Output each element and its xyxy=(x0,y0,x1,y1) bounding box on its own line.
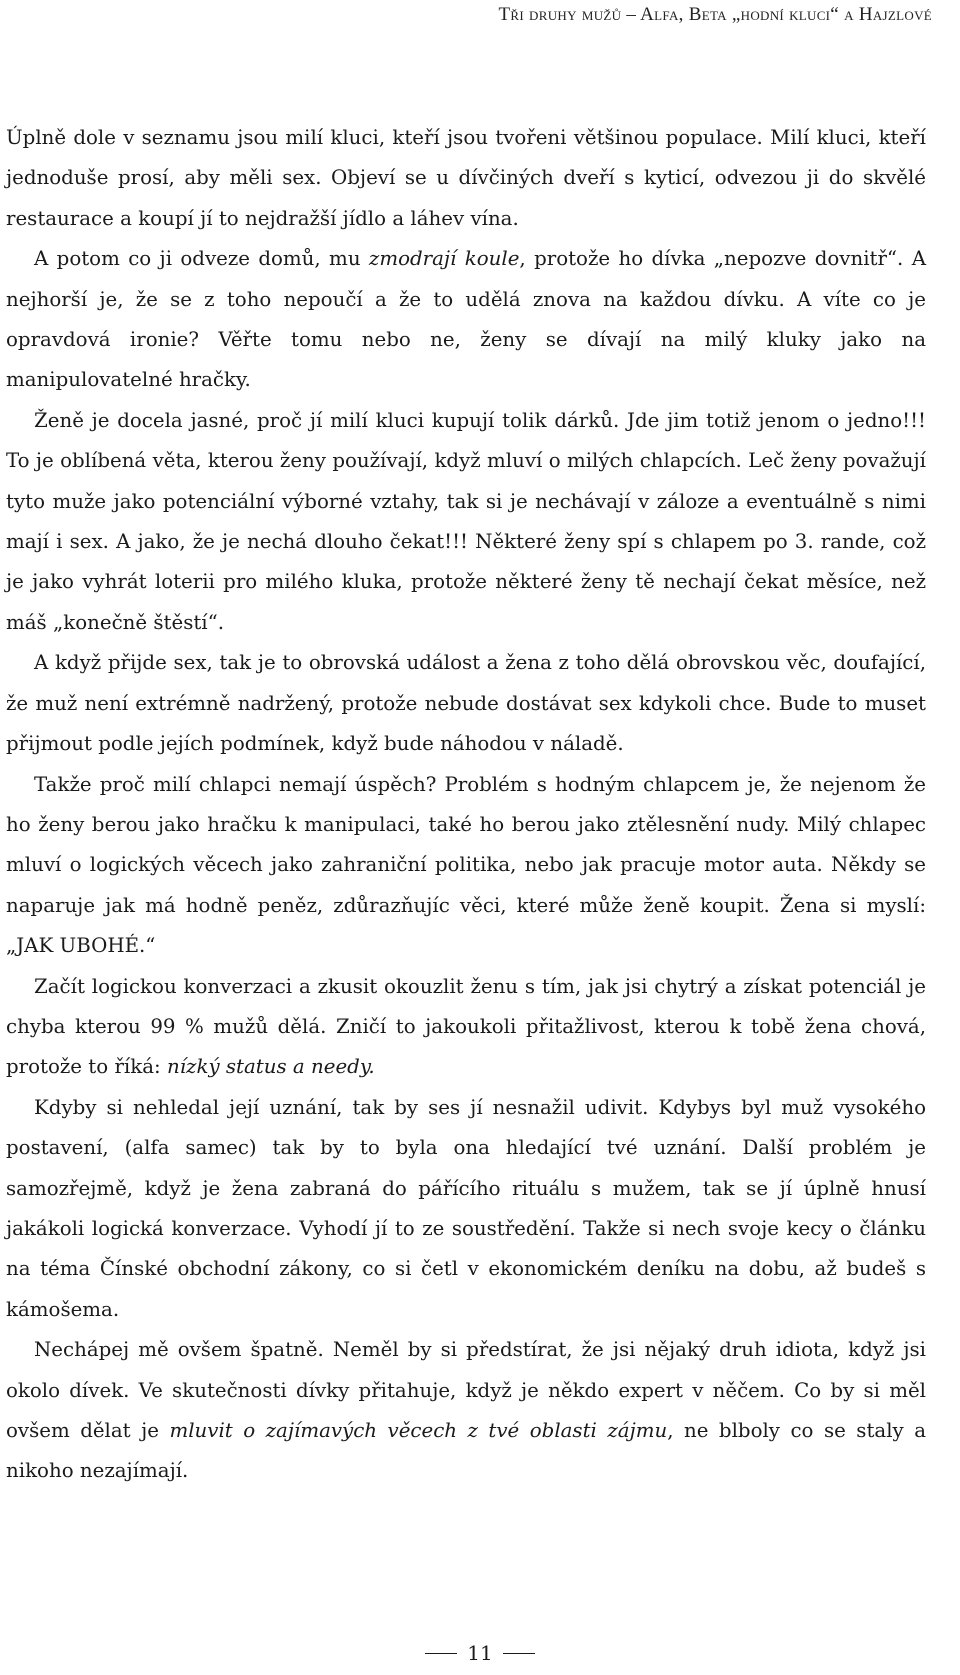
paragraph-1: Úplně dole v seznamu jsou milí kluci, kteří jsou tvořeni většinou populace. Milí kluci, kteří jednoduše prosí, aby měli sex. Objeví se u dívčiných dveří s kyticí, odvezou ji do skvělé restaurace a koupí jí to nejdražší jídlo a láhev vína. xyxy=(6,126,926,230)
paragraph-6 xyxy=(6,967,926,1088)
paragraph-8-emphasis: mluvit o zajímavých věcech z tvé oblasti zájmu xyxy=(169,1419,668,1442)
page-footer xyxy=(0,1641,960,1665)
paragraph-4: A když přijde sex, tak je to obrovská událost a žena z toho dělá obrovskou věc, doufající, že muž není extrémně nadržený, protože nebude dostávat sex kdykoli chce. Bude to muset přijmout podle jejích podmínek, když bude náhodou v náladě. xyxy=(6,651,926,756)
paragraph-2-text-a: A potom co ji odveze domů, mu xyxy=(34,247,369,271)
paragraph-8-text-a: Nechápej mě ovšem špatně. Neměl by si předstírat, že jsi nějaký druh idiota, když jsi okolo dívek. Ve skutečnosti dívky přitahuje, když je někdo expert v něčem. Co by si měl ovšem dělat je xyxy=(6,1338,926,1442)
running-head: Tři druhy mužů – Alfa, Beta „hodní kluci“ a Hajzlové xyxy=(498,4,932,25)
paragraph-2-emphasis: zmodrají koule xyxy=(368,247,520,271)
paragraph-8 xyxy=(6,1330,926,1492)
footer-left-rule xyxy=(425,1653,457,1654)
footer-right-rule xyxy=(503,1653,535,1654)
paragraph-3: Ženě je docela jasné, proč jí milí kluci kupují tolik dárků. Jde jim totiž jenom o jedno!!! To je oblíbená věta, kterou ženy používají, když mluví o milých chlapcích. Leč ženy považují tyto muže jako potenciální výborné vztahy, tak si je nechávají v záloze a eventuálně s nimi mají i sex. A jako, že je nechá dlouho čekat!!! Některé ženy spí s chlapem po 3. rande, což je jako vyhrát loterii pro milého kluka, protože některé ženy tě nechají čekat měsíce, než máš „konečně štěstí“. xyxy=(6,408,926,634)
paragraph-6-emphasis: nízký status a needy. xyxy=(166,1055,375,1079)
page-number: 11 xyxy=(467,1641,493,1665)
paragraph-8-text-b: , ne blboly co se staly a nikoho nezajímají. xyxy=(6,1419,926,1483)
paragraph-2 xyxy=(6,239,926,401)
paragraph-5: Takže proč milí chlapci nemají úspěch? Problém s hodným chlapcem je, že nejenom že ho ženy berou jako hračku k manipulaci, také ho berou jako ztělesnění nudy. Milý chlapec mluví o logických věcech jako zahraniční politika, nebo jak pracuje motor auta. Někdy se naparuje jak má hodně peněz, zdůrazňujíc věci, které může ženě koupit. Žena si myslí: „JAK UBOHÉ.“ xyxy=(6,772,926,958)
paragraph-7: Kdyby si nehledal její uznání, tak by ses jí nesnažil udivit. Kdybys byl muž vysokého postavení, (alfa samec) tak by to byla ona hledající tvé uznání. Další problém je samozřejmě, když je žena zabraná do pářícího rituálu s mužem, tak se jí úplně hnusí jakákoli logická konverzace. Vyhodí jí to ze soustředění. Takže si nech svoje kecy o článku na téma Čínské obchodní zákony, co si četl v ekonomickém deníku na dobu, až budeš s kámošema. xyxy=(6,1095,926,1321)
paragraph-6-text-a: Začít logickou konverzaci a zkusit okouzlit ženu s tím, jak jsi chytrý a získat potenciál je chyba kterou 99 % mužů dělá. Zničí to jakoukoli přitažlivost, kterou k tobě žena chová, protože to říká: xyxy=(6,974,926,1079)
paragraph-2-text-b: , protože ho dívka „nepozve dovnitř“. A nejhorší je, že se z toho nepoučí a že to udělá znova na každou dívku. A víte co je opravdová ironie? Věřte tomu nebo ne, ženy se dívají na milý kluky jako na manipulovatelné hračky. xyxy=(6,247,926,392)
body-text xyxy=(6,118,926,1492)
